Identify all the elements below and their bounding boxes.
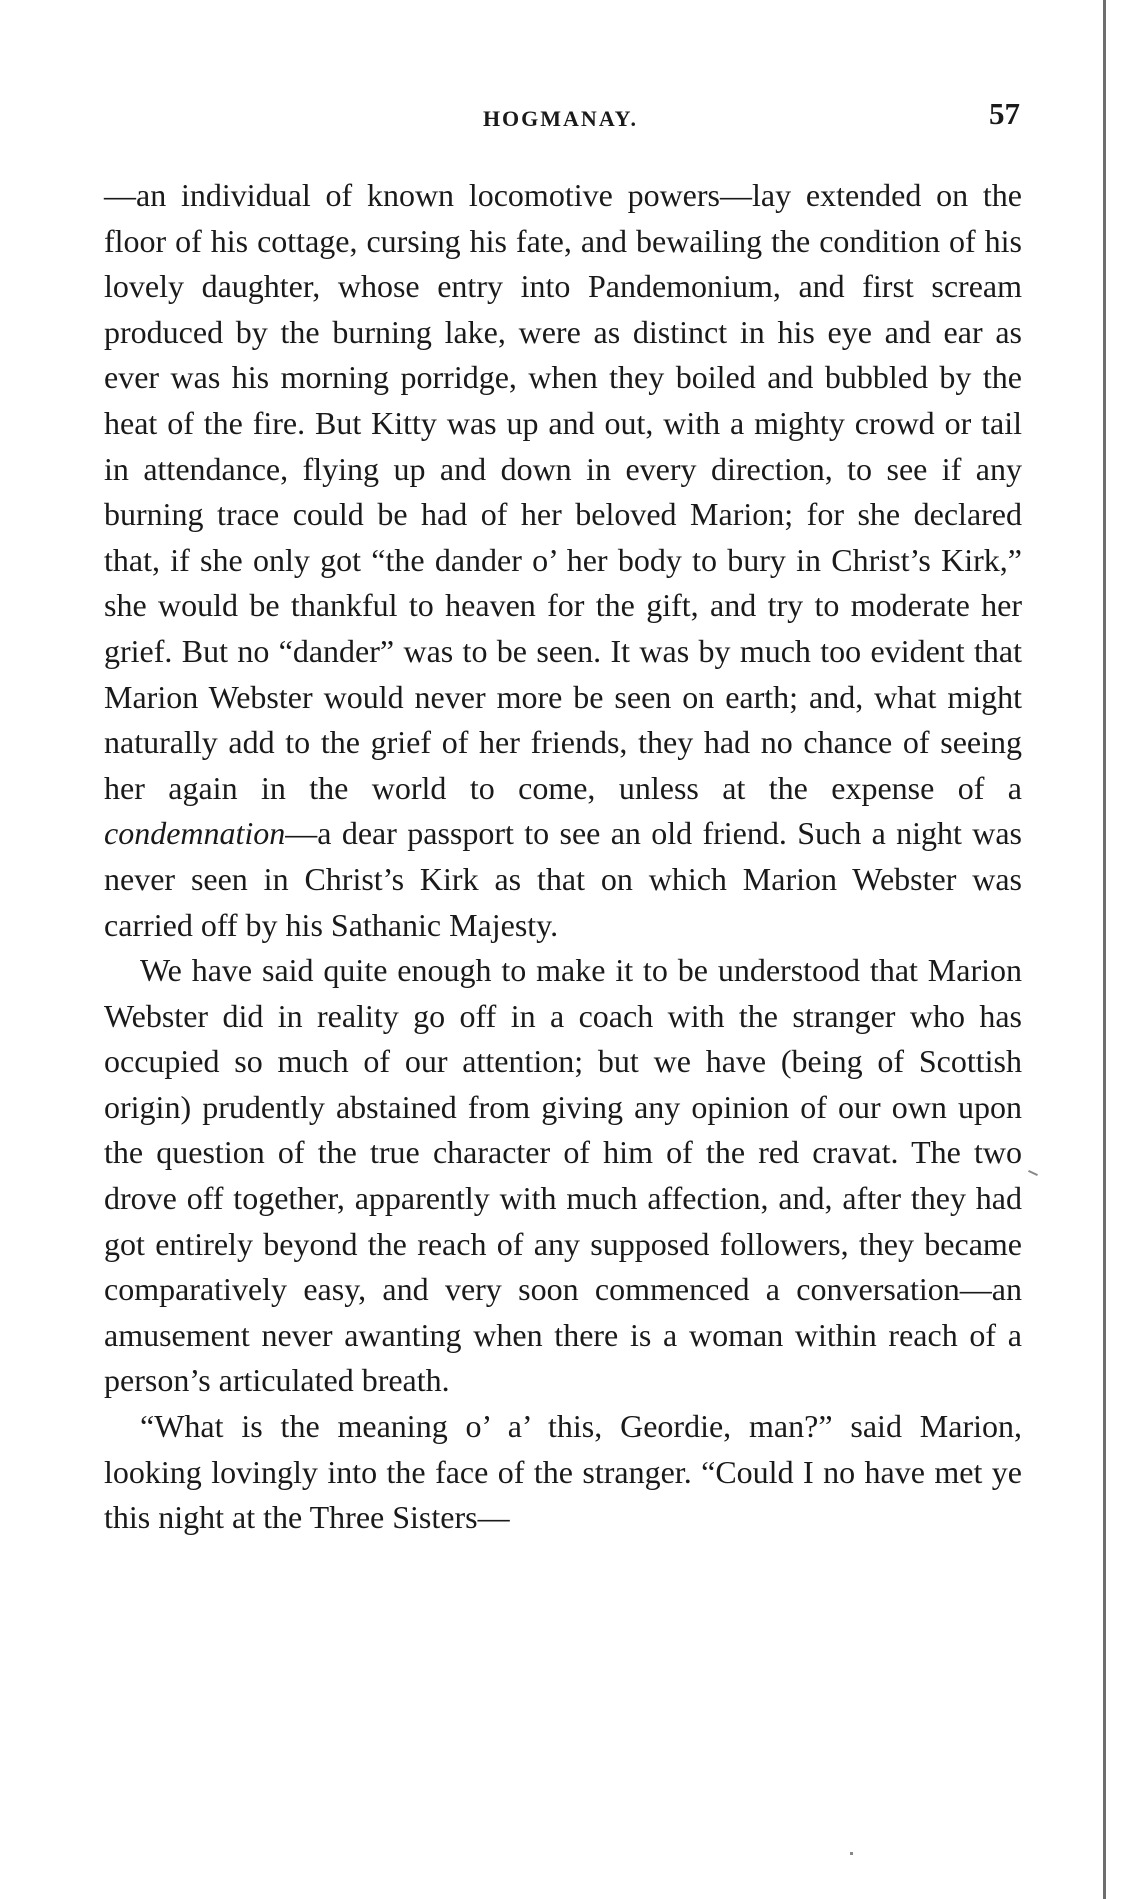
page-number: 57: [989, 96, 1020, 131]
running-title: HOGMANAY.: [482, 106, 639, 131]
scan-mark: [1028, 1170, 1038, 1176]
paragraph-2: [104, 948, 1022, 1404]
paragraph-1-italic-word: condemnation: [104, 815, 286, 852]
paragraph-2-text: We have said quite enough to make it to be understood that Marion Webster did in reality go off in a coach with the stranger who has occupied so much of our attention; but we have (being of Scottish origin) prudently abstained from giving any opinion of our own upon the question of the true character of him of the red cravat. The two drove off together, apparently with much affection, and, after they had got entirely beyond the reach of any supposed followers, they became comparatively easy, and very soon commenced a conversation—an amusement never awanting when there is a woman within reach of a person’s articulated breath.: [104, 952, 1022, 1399]
paragraph-1: [104, 173, 1022, 948]
paragraph-1-text-a: —an individual of known locomotive powers—lay extended on the floor of his cottage, cursing his fate, and bewailing the condition of his lovely daughter, whose entry into Pandemonium, and first scream produced by the burning lake, were as distinct in his eye and ear as ever was his morning porridge, when they boiled and bubbled by the heat of the fire. But Kitty was up and out, with a mighty crowd or tail in attendance, flying up and down in every direction, to see if any burning trace could be had of her beloved Marion; for she declared that, if she only got “the dander o’ her body to bury in Christ’s Kirk,” she would be thankful to heaven for the gift, and try to moderate her grief. But no “dander” was to be seen. It was by much too evident that Marion Webster would never more be seen on earth; and, what might naturally add to the grief of her friends, they had no chance of seeing her again in the world to come, unless at the expense of a: [104, 177, 1022, 806]
paragraph-3-text: “What is the meaning o’ a’ this, Geordie, man?” said Marion, looking lovingly into the face of the stranger. “Could I no have met ye this night at the Three Sisters—: [104, 1408, 1022, 1536]
paragraph-3: [104, 1404, 1022, 1541]
paragraph-1-text-b: —a dear passport to see an old friend. Such a night was never seen in Christ’s Kirk as that on which Marion Webster was carried off by his Sathanic Majesty.: [104, 815, 1022, 943]
body-text: [104, 173, 1022, 1541]
page-edge-shadow: [1103, 0, 1106, 1899]
scan-mark: [850, 1852, 853, 1855]
